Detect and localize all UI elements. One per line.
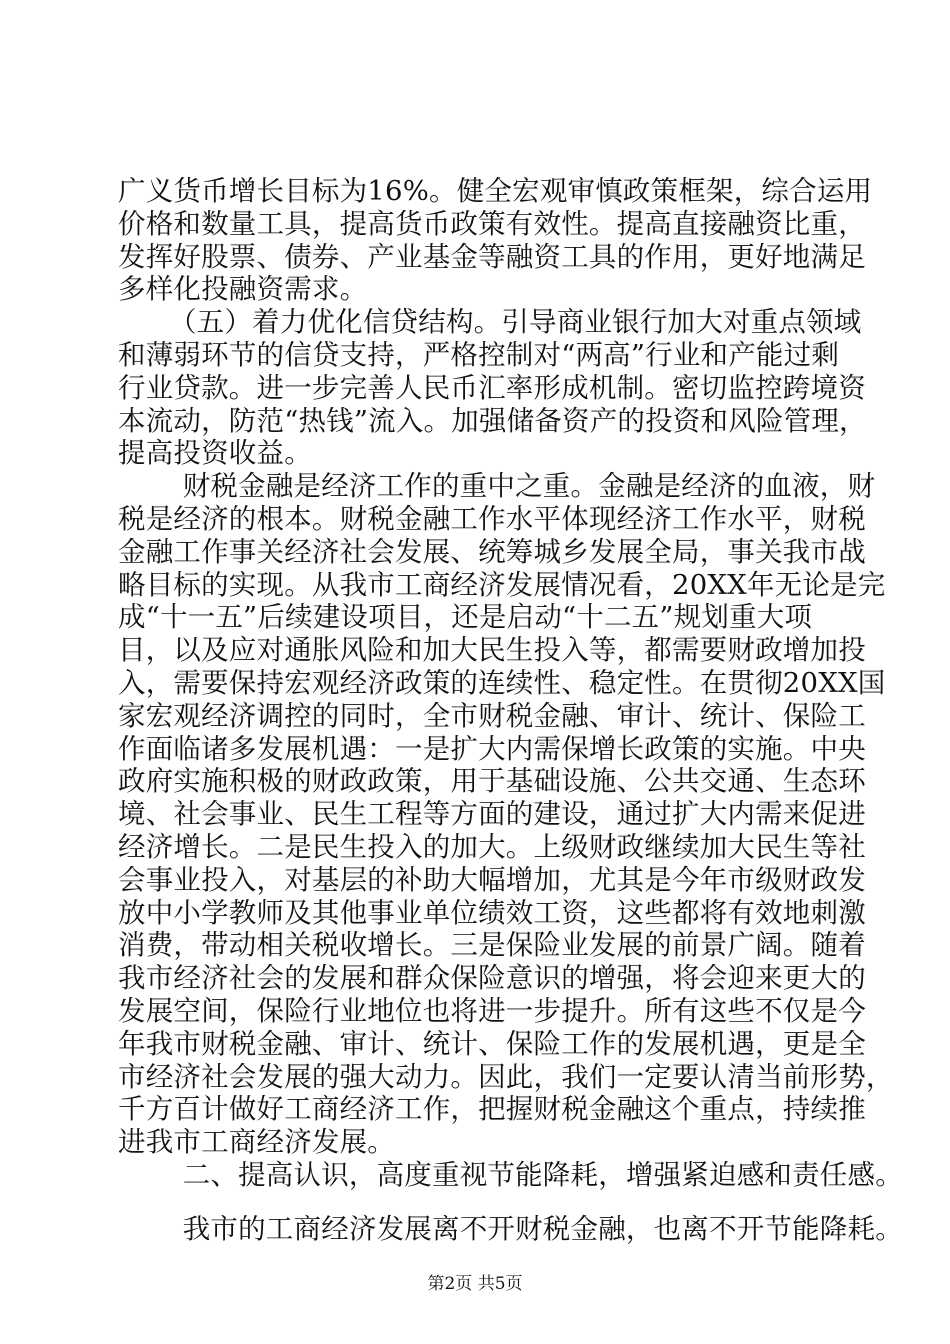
text-line: 财税金融是经济工作的重中之重。金融是经济的血液，财	[155, 470, 876, 502]
section-heading: 二、提高认识，高度重视节能降耗，增强紧迫感和责任感。	[155, 1159, 903, 1191]
text-line: 消费，带动相关税收增长。三是保险业发展的前景广阔。随着	[118, 929, 866, 961]
text-line: 境、社会事业、民生工程等方面的建设，通过扩大内需来促进	[118, 798, 866, 830]
text-line: 多样化投融资需求。	[118, 273, 368, 305]
text-line: 价格和数量工具，提高货币政策有效性。提高直接融资比重，	[118, 208, 866, 240]
text-line: 千方百计做好工商经济工作，把握财税金融这个重点，持续推	[118, 1093, 866, 1125]
text-line: 进我市工商经济发展。	[118, 1126, 395, 1158]
text-line: 年我市财税金融、审计、统计、保险工作的发展机遇，更是全	[118, 1028, 866, 1060]
text-line: （五）着力优化信贷结构。引导商业银行加大对重点领域	[155, 306, 862, 338]
text-line: 广义货币增长目标为16%。健全宏观审慎政策框架，综合运用	[118, 175, 873, 207]
text-line: 市经济社会发展的强大动力。因此，我们一定要认清当前形势，	[118, 1061, 894, 1093]
page-number-footer: 第2页 共5页	[427, 1274, 523, 1294]
text-line: 略目标的实现。从我市工商经济发展情况看，20XX年无论是完	[118, 569, 886, 601]
text-line: 会事业投入，对基层的补助大幅增加，尤其是今年市级财政发	[118, 864, 866, 896]
text-line: 我市的工商经济发展离不开财税金融，也离不开节能降耗。	[155, 1213, 903, 1245]
text-line: 我市经济社会的发展和群众保险意识的增强，将会迎来更大的	[118, 962, 866, 994]
text-line: 入，需要保持宏观经济政策的连续性、稳定性。在贯彻20XX国	[118, 667, 886, 699]
text-line: 发挥好股票、债券、产业基金等融资工具的作用，更好地满足	[118, 241, 866, 273]
text-line: 和薄弱环节的信贷支持，严格控制对“两高”行业和产能过剩	[118, 339, 840, 371]
text-line: 税是经济的根本。财税金融工作水平体现经济工作水平，财税	[118, 503, 866, 535]
text-line: 放中小学教师及其他事业单位绩效工资，这些都将有效地刺激	[118, 897, 866, 929]
text-line: 提高投资收益。	[118, 437, 312, 469]
text-line: 金融工作事关经济社会发展、统筹城乡发展全局，事关我市战	[118, 536, 866, 568]
text-line: 目，以及应对通胀风险和加大民生投入等，都需要财政增加投	[118, 634, 866, 666]
text-line: 政府实施积极的财政政策，用于基础设施、公共交通、生态环	[118, 765, 866, 797]
text-line: 成“十一五”后续建设项目，还是启动“十二五”规划重大项	[118, 601, 813, 633]
text-line: 经济增长。二是民生投入的加大。上级财政继续加大民生等社	[118, 831, 866, 863]
text-line: 家宏观经济调控的同时，全市财税金融、审计、统计、保险工	[118, 700, 866, 732]
text-line: 发展空间，保险行业地位也将进一步提升。所有这些不仅是今	[118, 995, 866, 1027]
text-line: 本流动，防范“热钱”流入。加强储备资产的投资和风险管理，	[118, 405, 867, 437]
text-line: 作面临诸多发展机遇：一是扩大内需保增长政策的实施。中央	[118, 733, 866, 765]
text-line: 行业贷款。进一步完善人民币汇率形成机制。密切监控跨境资	[118, 372, 866, 404]
